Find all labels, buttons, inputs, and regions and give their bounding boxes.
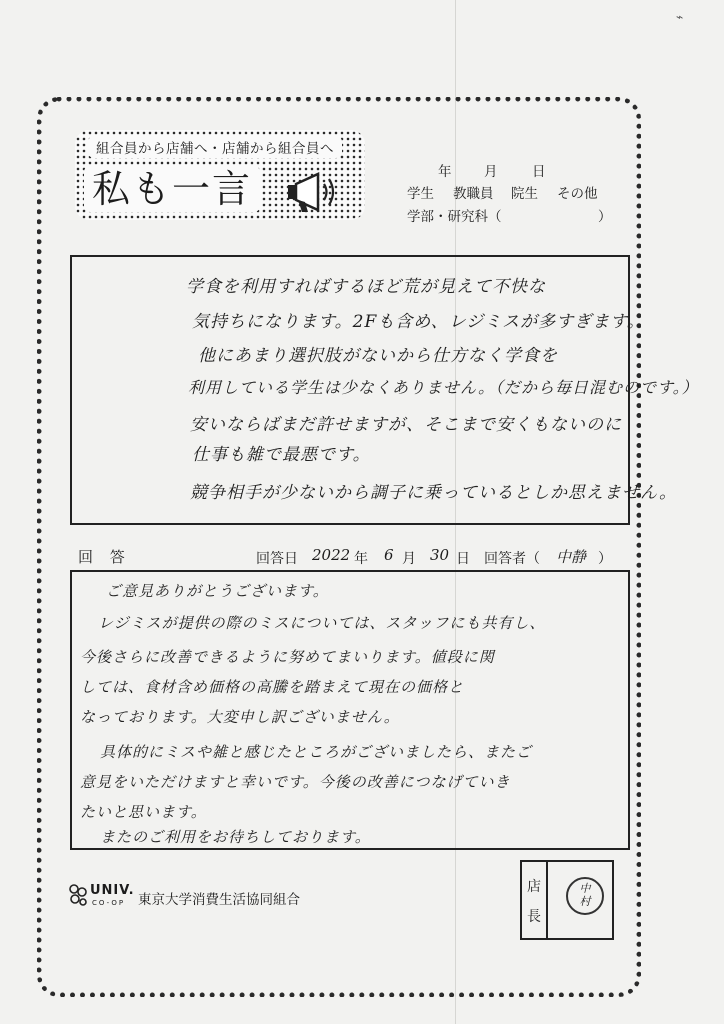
stamp-label-top: 店: [527, 879, 541, 895]
opinion-line: 学食を利用すればするほど荒が見えて不快な: [186, 277, 546, 297]
answer-date-label: 回答日: [256, 551, 298, 567]
opinion-line: 仕事も雑で最悪です。: [192, 445, 371, 465]
role-other: その他: [557, 186, 598, 202]
day-field: 日: [532, 164, 546, 180]
opinion-line: 安いならばまだ許せますが、そこまで安くもないのに: [190, 415, 622, 435]
scan-mark: ⌁: [676, 10, 684, 24]
seal-char-2: 村: [579, 895, 591, 908]
logo-text: UNIV.: [90, 883, 135, 898]
form-title: 私も一言: [84, 166, 260, 212]
responder-close: ）: [598, 551, 612, 567]
seal-text: [568, 882, 602, 908]
stamp-label-column: [522, 862, 548, 938]
seal-char-1: 中: [579, 882, 591, 895]
answer-line: しては、食材含め価格の高騰を踏まえて現在の価格と: [80, 678, 465, 696]
role-staff: 教職員: [453, 186, 494, 202]
megaphone-icon: [284, 170, 344, 214]
coop-logo-icon: [68, 883, 90, 909]
manager-seal: [566, 877, 604, 915]
department-label: 学部・研究科（: [407, 209, 502, 225]
answer-line: たいと思います。: [80, 803, 207, 821]
answer-line: またのご利用をお待ちしております。: [100, 828, 371, 846]
answer-month-unit: 月: [402, 551, 416, 567]
opinion-line: 利用している学生は少なくありません。（だから毎日混むのです。）: [188, 378, 699, 397]
answer-label: 回 答: [78, 548, 131, 566]
opinion-line: 他にあまり選択肢がないから仕方なく学食を: [198, 346, 558, 366]
role-grad: 院生: [511, 186, 538, 202]
answer-line: 意見をいただけますと幸いです。今後の改善につなげていき: [80, 773, 511, 791]
answer-line: 今後さらに改善できるように努めてまいります。値段に関: [80, 648, 495, 666]
role-student: 学生: [407, 186, 434, 202]
answer-year-unit: 年: [354, 551, 368, 567]
form-subtitle: 組合員から店舗へ・店舗から組合員へ: [88, 136, 342, 158]
department-close: ）: [598, 209, 612, 225]
answer-line: レジミスが提供の際のミスについては、スタッフにも共有し、: [98, 614, 546, 632]
month-field: 月: [484, 164, 498, 180]
responder-name: 中静: [556, 548, 587, 566]
opinion-line: 気持ちになります。2Fも含め、レジミスが多すぎます。: [192, 312, 645, 332]
answer-line: 具体的にミスや雑と感じたところがございましたら、またご: [100, 743, 533, 761]
answer-line: ご意見ありがとうございます。: [106, 582, 329, 600]
logo-subtext: CO-OP: [92, 899, 126, 907]
year-field: 年: [438, 164, 452, 180]
answer-line: なっております。大変申し訳ございません。: [80, 708, 400, 726]
answer-month: 6: [384, 546, 394, 564]
answer-year: 2022: [312, 546, 351, 564]
manager-stamp-box: [520, 860, 614, 940]
stamp-label-bottom: 長: [527, 909, 541, 925]
answer-day: 30: [430, 546, 450, 564]
answer-day-unit: 日: [456, 551, 470, 567]
coop-name: 東京大学消費生活協同組合: [138, 892, 300, 908]
opinion-line: 競争相手が少ないから調子に乗っているとしか思えません。: [190, 483, 678, 503]
responder-label: 回答者（: [484, 551, 540, 567]
